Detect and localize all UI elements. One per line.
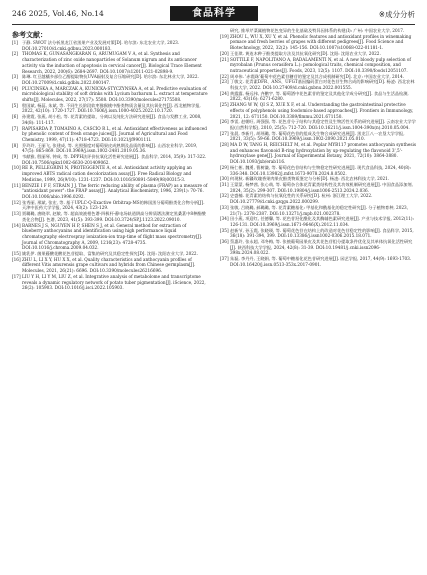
reference-number: [17] [12,273,21,279]
reference-number: [6] [12,114,18,120]
reference-number: [28] [220,142,229,148]
reference-item [12,274,208,291]
reference-text: 乔玲玲, 王丽飞, 张建成, 等. 光照强度对葡萄果皮成熟期及品质的影响[J]. 山西农业科学, 2019, 47(5): 865-869. DOI:10.3969/j.issn.1002-2481.2019.05.36. [22,142,198,154]
page-header [0,0,427,26]
reference-text: RAPISARDA P, TOMAINO A, CASCIO R L, et al. Antioxidant effectiveness as influenced by phenolic content of fresh orange juices[J]. Journal of Agricultural and Food Chemistry, 1999, 47(11): 4718-4723. DOI:10.1021/jf990111l. [22,125,207,142]
reference-number: [12] [12,199,21,205]
reference-item [220,239,416,256]
reference-item [220,256,416,267]
reference-number: [29] [220,164,229,170]
reference-text: 田小燕, 项迎红, 任德馨, 等. 花色苷羟化酰化及其酶辅色素研究进展[J]. 产业与技术学报, 2012(11): 126-131. DOI:10.3969/j.issn.1671-9646(X).2012.11.034. [230,216,414,227]
reference-text: 陈琳. 红豆越橘多部位乙醇提取物抗UVA辐射及复合压缩研究[D]. 哈尔滨: 东北林业大学, 2022. DOI:10.27009/d.cnki.gdblu.2022.000147. [22,74,199,85]
reference-text: 韦献雅, 殷丽琴, 钟成, 等. DPPH法评价抗氧化活性研究进展[J]. 食品科学, 2014, 35(9): 317-322. DOI:10.7506/spkx1002-6630-201409062. [22,154,207,165]
reference-text: 李雷, 赵朝旺, 周强强, 等. 花色苷分子结构与其稳定性及生物活性关系的研究进展[J]. 云南农业大学学报(自然科学版), 2010, 25(5): 712-720. DOI:10.16211/j.issn.1004-390x(n).2010.05.004. [230,119,416,130]
section-label: ※成分分析 [378,10,415,19]
reference-text: 赵新节, 孙玉霞, 张晓瑛, 等. 葡萄花色苷在结构上的改造对花色苷稳定性的影响[J]. 食品科学, 2015, 36(18): 391-394, 399. DOI:10.13386/j.issn1002-0306.2015.18.071. [230,227,414,239]
reference-number: [2] [12,51,18,57]
reference-item [220,91,416,102]
reference-number: [22] [220,73,229,79]
reference-number: [16] [12,256,21,262]
reference-item [12,143,208,154]
reference-text: 张晨, 李新月, 胡瑶璐, 等. 葡萄花色苷的组成及生物合成研究进展[J]. 黑龙江八一农垦大学学报, 2021, 33(5): 59-66. DOI:10.3969/j.issn.1002-2090.2021.05.010. [230,130,405,142]
reference-item [220,228,416,239]
reference-item [12,165,208,182]
reference-number: [31] [220,181,229,187]
reference-item [220,165,416,176]
reference-item [12,40,208,51]
reference-item [220,142,416,165]
reference-text: 何现秋. 新疆玫瑰香果肉果皮酚类物质鉴定与分析[D]. 杨凌: 西北农林科技大学, 2021. [230,176,390,182]
reference-number: [19] [220,33,229,39]
reference-number: [37] [220,256,229,262]
reference-item [12,103,208,114]
journal-title-badge: 食品科学 [170,6,258,21]
reference-item [220,131,416,142]
reference-text: ZHU L, LI X Y, HU X X, et al. Quality characteristics and anthocyanin profiles of different Vitis amurensis grape cultivars and hybrids from Chinese germplasm[J]. Molecules, 2021, 26(21): 6696. DOI:10.3390/molecules26216696. [22,256,196,274]
reference-number: [14] [12,222,21,228]
reference-number: [25] [220,102,229,108]
reference-item [12,126,208,143]
reference-number: [20] [220,50,229,56]
reference-number: [23] [220,79,229,85]
reference-number: [30] [220,176,229,182]
header-divider [12,24,415,25]
reference-text: 研究, 推举芹菜属植物花色变异的生化基础及特异因体系的构建(I): 广州: 中国农业大学, 2017. [230,28,405,33]
references-heading: 参考文献： [12,31,47,39]
reference-text: 朱磊, 李丹丹, 王晓娟, 等. 葡萄中糖基化花色苷研究进展[J]. 园艺学报, 2017, 44(9): 1693-1703. DOI:10.16420/j.issn.0513-353x.2017-0901. [230,256,412,267]
reference-number: [8] [12,142,18,148]
reference-number: [3] [12,74,18,80]
reference-text: ZHOU L, WU X, XU Y, et al. Phenolic features and antioxidant profiles in winemaking pomace and fresh berries of grapes with different pedigrees[J]. Food Science and Biotechnology, 2022, 32(2): 145-156. DOI:10.1007/s10068-022-01181-1. [230,33,412,51]
reference-text: THOMAS K, GUNASANGKARAN G, ARUMUGAM V A, et al. Synthesis and characterization of zinc oxide nanoparticles of Solanum nigrum and its anticancer activity via the induction of apoptosis in cervical cancer[J]. Biological Trace Element Research, 2022, 200(6): 2684-2697. DOI:10.1007/s12011-021-02898-9. [22,51,202,74]
reference-text: 黄露露, 杨远伟, 齐鹏宇, 等. 葡萄酒中花色素苷的鉴定及其他化学成分研究[J]. 食品与生活品检测, 2022, 43(16): 6271-6280. [230,90,409,102]
references-column-right [220,28,416,268]
reference-number: [36] [220,239,229,245]
page-number-volume: 246 2025, Vol.46, No.14 [12,9,104,18]
reference-number: [21] [220,56,229,62]
reference-text: BENZIE I F F, STRAIN J J. The ferric reducing ability of plasma (FRAP) as a measure of "antioxidant power": the FRAP assay[J]. Analytical Biochemistry, 1996, 239(1): 70-76. DOI:10.1006/abio.1996.0292. [22,182,208,199]
reference-text: 张秀丽, 邢斌, 张宏, 等. 基于UPLC-Q-Exactive Orbitrap-MS的韩国黑分葡萄酚类化合物分析[J]. 天津中医药大学学报, 2024, 43(2): 123-129. [22,199,205,211]
reference-item [12,86,208,103]
reference-item [12,183,208,200]
references-column-left [12,40,208,291]
reference-text: 杨仁彬, 魏勇, 曹树谦, 等. 葡萄花色苷结构与生物稳定性研究进展[J]. 现代食品科技, 2024, 40(8): 336-348. DOI:10.13982/j.mfst.1673-9078.2024.8.0502. [230,164,411,176]
reference-text: 姚乳伊. 菌果藤酸花酸花色苷提取、富集的研究及其稳定性探究[D]. 沈阳: 沈阳农业大学, 2022. [22,251,198,257]
reference-text: 贾璐璐, 唐晓翠, 赵敏, 等. 超高效液相色谱-四极杆-静电场轨道阱高分辨质谱法测定黑桑葚中8种酚酸类化合物[J]. 色谱, 2023, 41(5): 393-399. DOI:10.3724/SP.J.1123.2022.09010. [22,211,206,222]
reference-text: 王佳琪. 黄连木种子酚类提取方法及其抗氧化研究[D]. 沈阳: 沈阳农业大学, 2022. [230,50,381,56]
reference-text: MA D W, TANG H, REICHELT M, et al. Poplar MYB117 promotes anthocyanin synthesis and enhances flavonoid B-ring hydroxylation by up-regulating the flavonoid 3',5'-hydroxylase gene[J]. Journal of Experimental Botany, 2021, 72(10): 3864-3880. DOI:10.1093/jxb/erab116. [230,142,416,165]
reference-text: ZHANG W W, QI S Z, XUE X F, et al. Understanding the gastrointestinal protective effects of polyphenols using foodomics-based approaches[J]. Frontiers in Immunology, 2021, 12: 671150. DOI:10.3389/fimmu.2021.671150. [230,102,414,119]
reference-item [220,79,416,90]
reference-text: RE R, PELLEGRINI N, PROTEGGENTE A, et al. Antioxidant activity applying an improved ABTS radical cation decolorization assay[J]. Free Radical Biology and Medicine, 1999, 26(9/10): 1231-1237. DOI:10.1016/S0891-5849(98)00315-3. [22,165,192,182]
reference-number: [10] [12,165,21,171]
reference-number: [34] [220,216,229,222]
reference-number: [7] [12,125,18,131]
reference-item [12,74,208,85]
reference-item [12,51,208,74]
reference-text: 蔡惠玲, 张永超, 邓冬梅, 等. 张掖葡萄园果皮及其花色苷组分提取条件优化及其单体抗氧化活性研究[J]. 陕西科技大学学报, 2024, 42(8): 31-39. DOI:10.19481/j.cnki.issn2096-398x.2024.08.022. [230,239,413,256]
reference-number: [9] [12,154,18,160]
reference-number: [13] [12,211,21,217]
reference-text: PLUCINSKA A, MARCZAK A, KUNICKA-STYCZYNSKA A, et al. Predictive evaluation of microbiological stability of soft drinks with Lycium barbarum L. extract at temperature shifts[J]. Molecules, 2022, 27(17): 5508. DOI:10.3390/molecules27175508. [22,85,208,103]
reference-item [220,119,416,130]
reference-text: 殷国斌, 杨蕊, 朱斌, 等. 不同生长阶段软枣猕猴桃中酚类物质含量及其抗氧化性[J]. 西北植物学报, 2022, 42(10): 1720-1727. DOI:10.7606/j.issn.1000-4025.2022.10.1720. [22,102,201,114]
reference-text: SOTTILE F, NAPOLITANO A, BADALAMENTI N, et al. A new bloody pulp selection of myrobalan (Prunus cerasifera L.): pomological traits, chemical composition, and nutraceutical properties[J]. Foods, 2023, 12(5): 1107. DOI:10.3390/foods12051107. [230,56,411,73]
reference-item [12,211,208,222]
reference-text: LIU Y H, LI Y M, LIU Z, et al. Integrative analysis of metabolome and transcriptome reveals a dynamic regulatory network of potato tuber pigmentation[J]. iScience, 2022, 26(2): 105903. DOI:10.1016/j.isci.2022.105903. [22,273,206,291]
reference-number: [5] [12,102,18,108]
reference-item [220,182,416,193]
reference-number: [1] [12,40,18,45]
reference-item [12,114,208,125]
reference-number: [32] [220,193,229,199]
reference-number: [26] [220,119,229,125]
reference-item [12,223,208,252]
reference-item [12,200,208,211]
reference-item [220,102,416,119]
reference-item [220,193,416,204]
reference-number: [24] [220,90,229,96]
reference-number: [33] [220,204,229,210]
reference-number: [35] [220,227,229,233]
reference-text: 史盛楠. 花青素的结构与抗氧化性的关系研究[D]. 杭州: 浙江理工大学, 2022. DOI:10.27779/d.cnki.gzqgu.2022.000299. [230,193,373,205]
reference-item [12,257,208,274]
reference-text: 王蒙蒙, 杨梦茜, 张心萌, 等. 葡萄杂合体花青素类结构性及其功效机制研究进展[J]. 中国食品添加剂, 2024, 35(2): 299-307. DOI:10.19804/j.issn1006-2513.2024.2.036. [230,181,413,193]
reference-text: 孙建霞, 张燕, 胡小松, 等. 花青素的提取、分离以及纯化方法研究进展[J]. 食品与发酵工业, 2008, 34(8): 111-117. [22,114,202,125]
reference-text: 周卓伟. '赤霞珠'葡萄中花色素苷糖苷的鉴定及其合成机制研究[D]. 北京: 中国农业大学, 2014. [230,73,405,79]
reference-number: [15] [12,251,21,257]
reference-number: [11] [12,182,21,188]
reference-text: 丁敏文. 花青素DFR、ANS、UFGT基因编码蛋白对花色苷生物合成的影响研究[D]. 杨凌: 西北农林科技大学, 2022. DOI:10.27409/d.cnki.gxbnu.2022.001555. [230,79,415,91]
reference-item [220,205,416,216]
reference-number: [27] [220,130,229,136]
reference-text: BARNES J S, NGUYEN H P, SHEN S J, et al. General method for extraction of blueberry anthocyanins and identification using high performance liquid chromatography electrospray ionization-ion trap-time of flight mass spectrometry[J]. Journal of Chromatography A, 2009, 1216(23): 4728-4735. DOI:10.1016/j.chroma.2009.04.032. [22,222,203,251]
reference-item [12,154,208,165]
reference-text: 于静. SWOT 法分析黑龙江省黑果产业及发展对策[D]. 哈尔滨: 东北农业大学, 2023. DOI:10.27010/d.cnki.gdbnu.2023.000183. [22,40,180,51]
reference-item [220,34,416,51]
reference-item [220,57,416,74]
reference-item [220,216,416,227]
reference-text: 张敏, 吕晓璐, 郝璐璐, 等. 花青素糖基化: 甲基化和酰基化的稳定性研究[J]. 分子植物育种, 2023, 21(7): 2378-2387. DOI:10.13271/j.mpb.021.002378. [230,204,409,216]
reference-number: [4] [12,85,18,91]
